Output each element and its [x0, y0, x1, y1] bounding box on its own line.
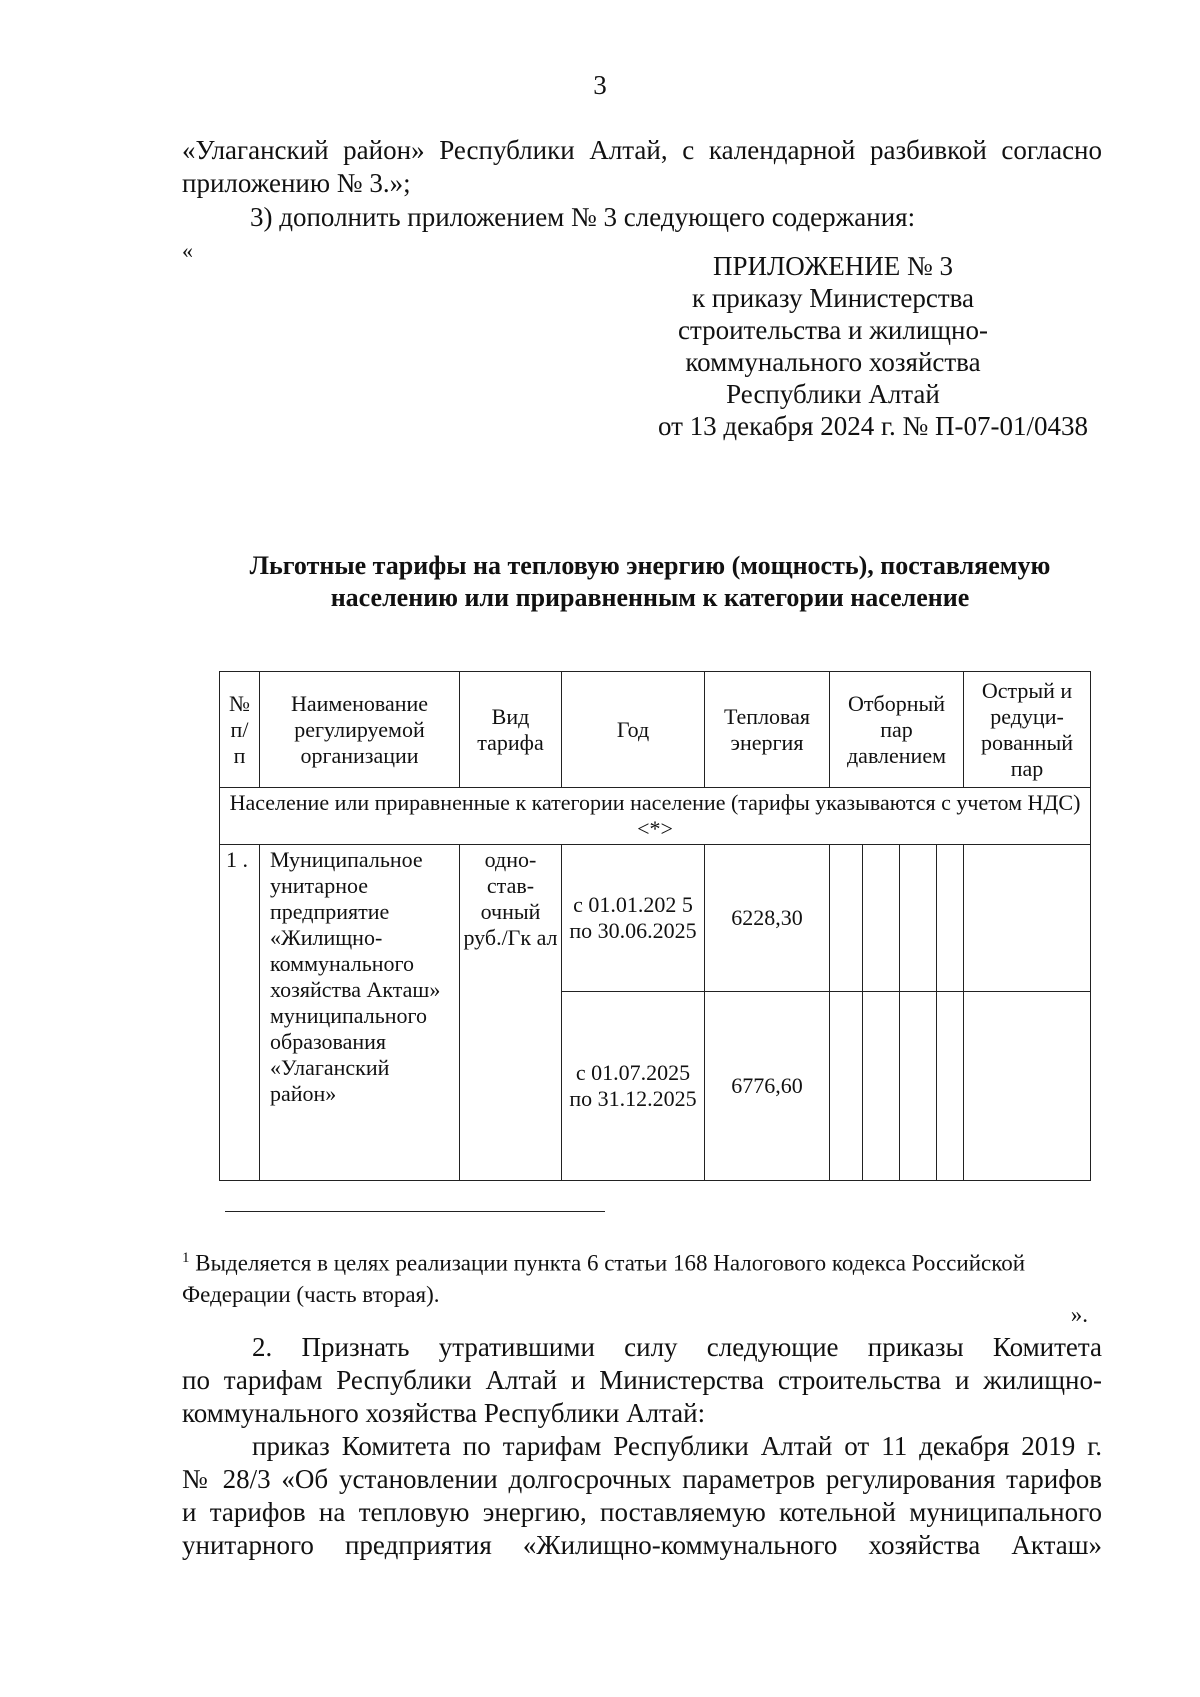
row-period-2-value: 6776,60	[705, 992, 830, 1181]
table-header-row	[220, 672, 1091, 788]
paragraph-3-line-3: и тарифов на тепловую энергию, поставляемую котельной муниципального	[182, 1497, 1102, 1527]
table-row	[220, 845, 1091, 992]
header-org: Наименование регулируемой организации	[260, 672, 460, 788]
page-number: 3	[593, 70, 607, 100]
steam-cell	[900, 992, 937, 1181]
steam-cell	[830, 992, 863, 1181]
header-year: Год	[562, 672, 705, 788]
header-heat-energy: Тепловая энергия	[705, 672, 830, 788]
open-quote: «	[182, 238, 193, 263]
close-quote: ».	[1070, 1302, 1088, 1327]
appendix-title: ПРИЛОЖЕНИЕ № 3	[712, 251, 954, 281]
paragraph-2-line-2: по тарифам Республики Алтай и Министерства строительства и жилищно-	[182, 1365, 1102, 1395]
paragraph-3-line-1: приказ Комитета по тарифам Республики Алтай от 11 декабря 2019 г.	[252, 1431, 1102, 1461]
row-period-1-year: с 01.01.202 5 по 30.06.2025	[562, 845, 705, 992]
document-title-line-1: Льготные тарифы на тепловую энергию (мощность), поставляемую	[249, 551, 1051, 580]
paragraph-3-line-2: № 28/3 «Об установлении долгосрочных параметров регулирования тарифов	[182, 1464, 1102, 1494]
appendix-block	[588, 250, 1088, 442]
steam-cell	[830, 845, 863, 992]
row-period-1-value: 6228,30	[705, 845, 830, 992]
intro-line-3: 3) дополнить приложением № 3 следующего содержания:	[250, 202, 916, 232]
footnote-marker: 1	[182, 1250, 190, 1266]
appendix-line-2: строительства и жилищно-	[678, 315, 988, 345]
footnote-separator	[225, 1211, 605, 1212]
tariff-table	[219, 671, 1091, 1181]
appendix-line-3: коммунального хозяйства	[685, 347, 981, 377]
steam-cell	[937, 845, 964, 992]
steam-cell	[863, 845, 900, 992]
sharp-steam-cell	[964, 992, 1091, 1181]
steam-cell	[863, 992, 900, 1181]
footnote-text: Выделяется в целях реализации пункта 6 статьи 168 Налогового кодекса Российской Федерации (часть вторая).	[182, 1250, 1026, 1307]
header-sharp-steam: Острый и редуци-рованный пар	[964, 672, 1091, 788]
paragraph-3-line-4: унитарного предприятия «Жилищно-коммунального хозяйства Акташ»	[182, 1530, 1102, 1560]
sharp-steam-cell	[964, 845, 1091, 992]
row-num: 1 .	[220, 845, 260, 1181]
intro-line-2: приложению № 3.»;	[182, 168, 411, 198]
document-title-line-2: населению или приравненным к категории население	[330, 583, 970, 612]
appendix-line-5: от 13 декабря 2024 г. № П-07-01/0438	[657, 411, 1088, 441]
steam-cell	[937, 992, 964, 1181]
row-period-2-year: с 01.07.2025 по 31.12.2025	[562, 992, 705, 1181]
row-tariff-type: одно-став-очный руб./Гк ал	[460, 845, 562, 1181]
footnote	[182, 1243, 1102, 1310]
header-tariff-type: Вид тарифа	[460, 672, 562, 788]
appendix-line-1: к приказу Министерства	[691, 283, 975, 313]
header-num: № п/ п	[220, 672, 260, 788]
intro-line-1: «Улаганский район» Республики Алтай, с календарной разбивкой согласно	[182, 135, 1102, 165]
paragraph-2-line-1: 2. Признать утратившими силу следующие приказы Комитета	[252, 1332, 1102, 1362]
document-title	[180, 550, 1120, 614]
category-cell: Население или приравненные к категории население (тарифы указываются с учетом НДС) <*>	[220, 788, 1091, 845]
table-category-row	[220, 788, 1091, 845]
paragraph-2-line-3: коммунального хозяйства Республики Алтай:	[182, 1398, 706, 1428]
row-org: Муниципальное унитарное предприятие «Жилищно-коммунального хозяйства Акташ» муниципального образования «Улаганский район»	[260, 845, 460, 1181]
appendix-line-4: Республики Алтай	[726, 379, 940, 409]
header-selected-steam: Отборный пар давлением	[830, 672, 964, 788]
steam-cell	[900, 845, 937, 992]
